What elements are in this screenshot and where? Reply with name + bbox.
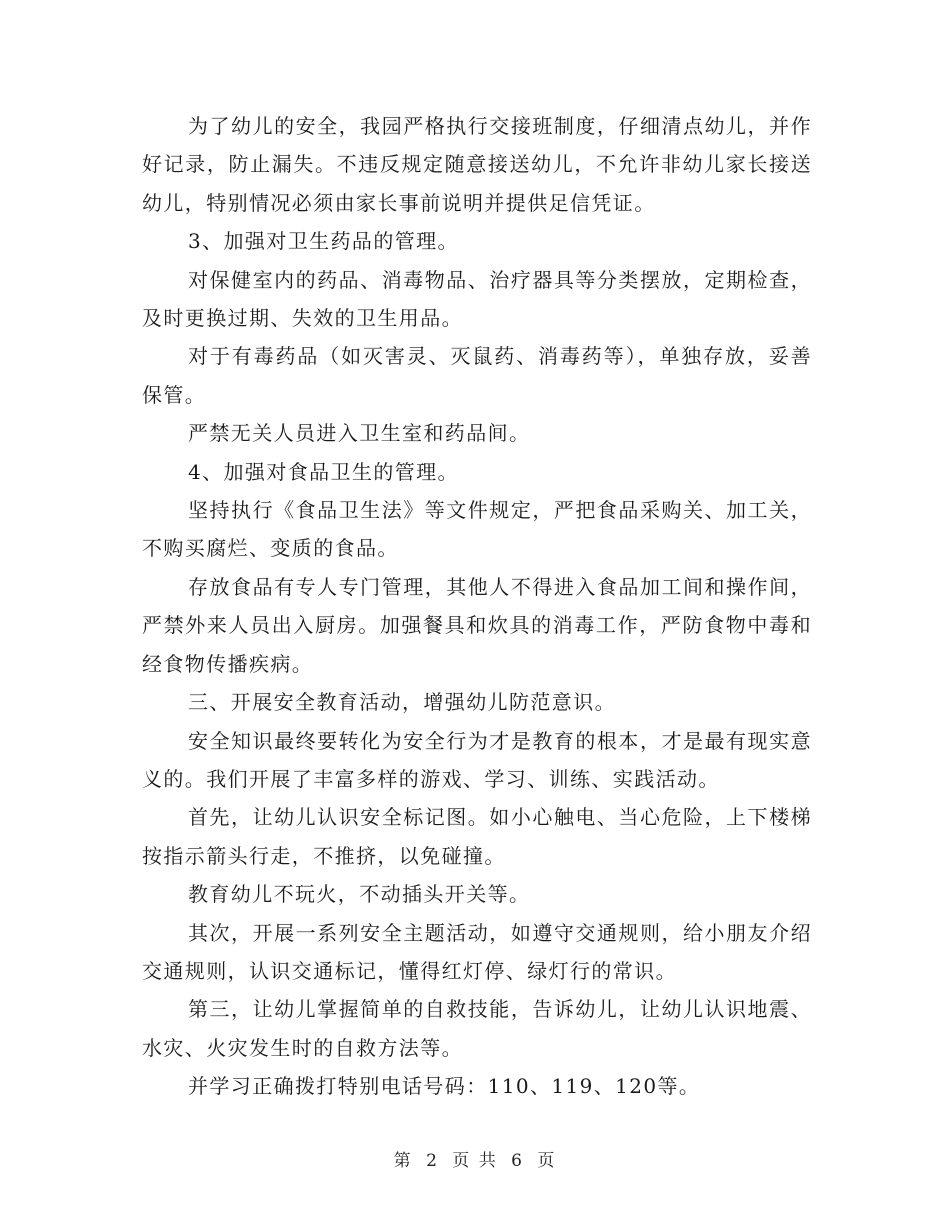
document-body <box>142 107 812 1106</box>
paragraph-5: 严禁无关人员进入卫生室和药品间。 <box>188 421 531 446</box>
paragraph-14: 第三，让幼儿掌握简单的自救技能，告诉幼儿，让幼儿认识地震、水灾、火灾发生时的自救方法等。 <box>142 997 812 1060</box>
footer-middle: 页 共 <box>452 1151 498 1171</box>
paragraph-4: 对于有毒药品（如灭害灵、灭鼠药、消毒药等），单独存放，妥善保管。 <box>142 344 812 407</box>
paragraph-1: 为了幼儿的安全，我园严格执行交接班制度，仔细清点幼儿，并作好记录，防止漏失。不违反规定随意接送幼儿，不允许非幼儿家长接送幼儿，特别情况必须由家长事前说明并提供足信凭证。 <box>142 114 812 215</box>
page-footer <box>0 1146 950 1171</box>
section-heading-three: 三、开展安全教育活动，增强幼儿防范意识。 <box>188 690 616 715</box>
paragraph-7: 坚持执行《食品卫生法》等文件规定，严把食品采购关、加工关，不购买腐烂、变质的食品。 <box>142 498 812 561</box>
section-heading-4: 4、加强对食品卫生的管理。 <box>188 459 459 484</box>
paragraph-3: 对保健室内的药品、消毒物品、治疗器具等分类摆放，定期检查，及时更换过期、失效的卫生用品。 <box>142 267 812 331</box>
footer-suffix: 页 <box>537 1151 557 1171</box>
footer-current-page: 2 <box>426 1151 439 1171</box>
paragraph-10: 安全知识最终要转化为安全行为才是教育的根本，才是最有现实意义的。我们开展了丰富多样的游戏、学习、训练、实践活动。 <box>142 728 812 791</box>
paragraph-11: 首先，让幼儿认识安全标记图。如小心触电、当心危险，上下楼梯按指示箭头行走，不推挤，以免碰撞。 <box>142 805 812 868</box>
footer-total-pages: 6 <box>511 1151 524 1171</box>
paragraph-8: 存放食品有专人专门管理，其他人不得进入食品加工间和操作间，严禁外来人员出入厨房。加强餐具和炊具的消毒工作，严防食物中毒和经食物传播疾病。 <box>142 574 812 676</box>
paragraph-15: 并学习正确拨打特别电话号码：110、119、120等。 <box>188 1074 701 1099</box>
footer-prefix: 第 <box>393 1151 413 1171</box>
paragraph-12: 教育幼儿不玩火，不动插头开关等。 <box>188 882 531 907</box>
section-heading-3: 3、加强对卫生药品的管理。 <box>188 229 459 254</box>
paragraph-13: 其次，开展一系列安全主题活动，如遵守交通规则，给小朋友介绍交通规则，认识交通标记，懂得红灯停、绿灯行的常识。 <box>142 920 812 983</box>
